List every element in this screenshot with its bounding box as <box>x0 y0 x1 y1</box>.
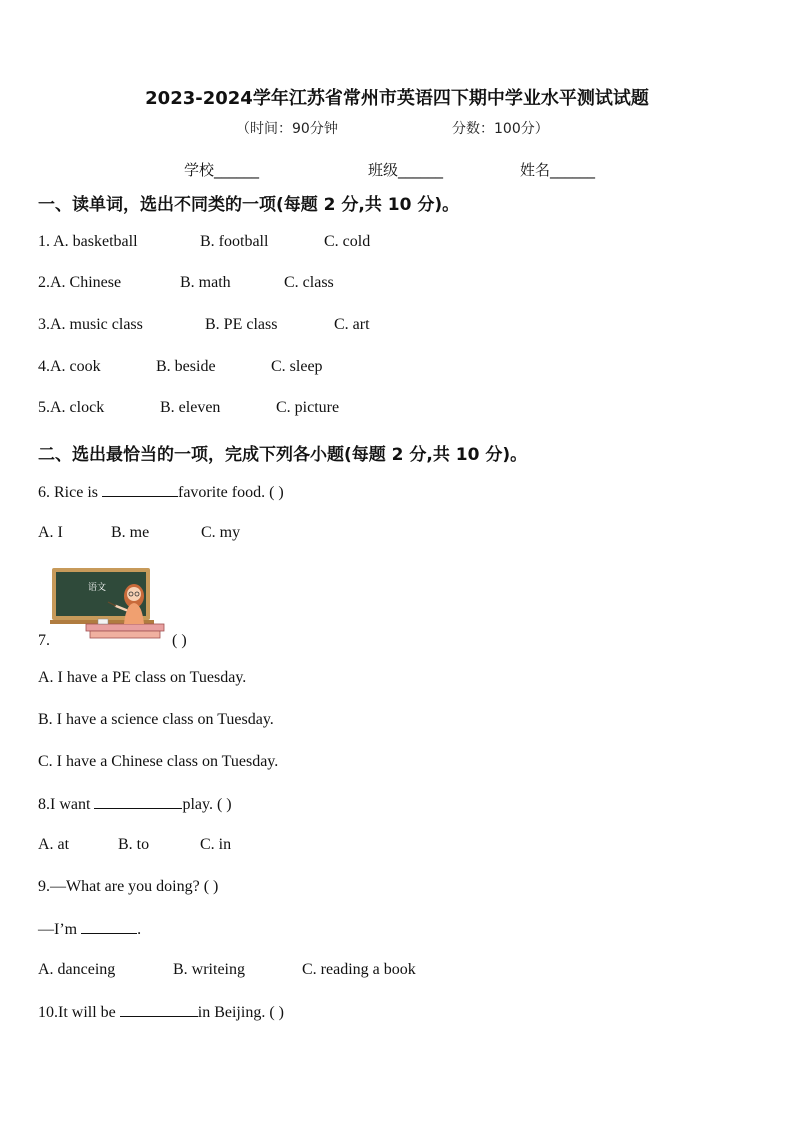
option-a[interactable]: 4.A. cook <box>38 358 101 375</box>
option-a[interactable]: 2.A. Chinese <box>38 274 122 291</box>
question-9-response <box>38 919 141 939</box>
stem-start: 8.I want <box>38 796 91 813</box>
chalkboard-text: 语文 <box>87 583 107 593</box>
option-a[interactable]: 5.A. clock <box>38 399 105 416</box>
page-title: 2023-2024学年江苏省常州市英语四下期中学业水平测试试题 <box>145 88 649 109</box>
answer-blank[interactable] <box>94 794 182 809</box>
option-c[interactable]: C. in <box>200 836 232 853</box>
section-1-heading: 一、读单词，选出不同类的一项(每题 2 分,共 10 分)。 <box>38 195 460 215</box>
option-c[interactable]: C. sleep <box>271 358 323 375</box>
teacher-chalkboard-illustration <box>50 566 165 640</box>
option-c[interactable]: C. I have a Chinese class on Tuesday. <box>38 753 279 770</box>
option-c[interactable]: C. my <box>201 524 241 541</box>
option-b[interactable]: B. me <box>111 524 150 541</box>
answer-blank[interactable] <box>120 1002 198 1017</box>
answer-blank[interactable] <box>81 919 137 934</box>
option-b[interactable]: B. I have a science class on Tuesday. <box>38 711 274 728</box>
option-b[interactable]: B. math <box>180 274 231 291</box>
desk-front <box>90 631 160 638</box>
section-2-heading: 二、选出最恰当的一项，完成下列各小题(每题 2 分,共 10 分)。 <box>38 445 528 465</box>
answer-parentheses[interactable]: ( ) <box>172 632 187 649</box>
option-c[interactable]: C. reading a book <box>302 961 416 978</box>
exam-time: （时间：90分钟 <box>236 121 338 137</box>
school-field[interactable]: 学校______ <box>184 161 260 179</box>
option-c[interactable]: C. class <box>284 274 334 291</box>
question-9-stem: 9.—What are you doing? ( ) <box>38 878 219 895</box>
option-b[interactable]: B. eleven <box>160 399 221 416</box>
option-a[interactable]: A. at <box>38 836 70 853</box>
option-b[interactable]: B. writeing <box>173 961 245 978</box>
answer-blank[interactable] <box>102 482 178 497</box>
option-b[interactable]: B. PE class <box>205 316 278 333</box>
desk-top <box>86 624 164 631</box>
stem-end: in Beijing. ( ) <box>197 1004 284 1021</box>
stem-end: . <box>137 921 142 938</box>
question-8-stem <box>38 794 232 814</box>
option-a[interactable]: A. I <box>38 524 63 541</box>
question-7-number: 7. <box>38 632 50 649</box>
option-b[interactable]: B. football <box>200 233 269 250</box>
stem-start: 6. Rice is <box>38 484 98 501</box>
option-a[interactable]: 1. A. basketball <box>38 233 138 250</box>
option-c[interactable]: C. cold <box>324 233 371 250</box>
option-a[interactable]: 3.A. music class <box>38 316 143 333</box>
book <box>98 619 108 624</box>
exam-score: 分数：100分） <box>452 121 549 137</box>
class-field[interactable]: 班级______ <box>368 161 444 179</box>
stem-start: 10.It will be <box>38 1004 116 1021</box>
question-10-stem <box>38 1002 284 1022</box>
name-field[interactable]: 姓名______ <box>520 161 596 179</box>
stem-end: favorite food. ( ) <box>178 484 284 501</box>
stem-end: play. ( ) <box>182 796 232 813</box>
option-b[interactable]: B. to <box>118 836 150 853</box>
option-c[interactable]: C. art <box>334 316 370 333</box>
option-a[interactable]: A. danceing <box>38 961 116 978</box>
question-6-stem <box>38 482 284 502</box>
option-a[interactable]: A. I have a PE class on Tuesday. <box>38 669 247 686</box>
option-b[interactable]: B. beside <box>156 358 216 375</box>
option-c[interactable]: C. picture <box>276 399 340 416</box>
stem-start: —I’m <box>38 921 78 938</box>
